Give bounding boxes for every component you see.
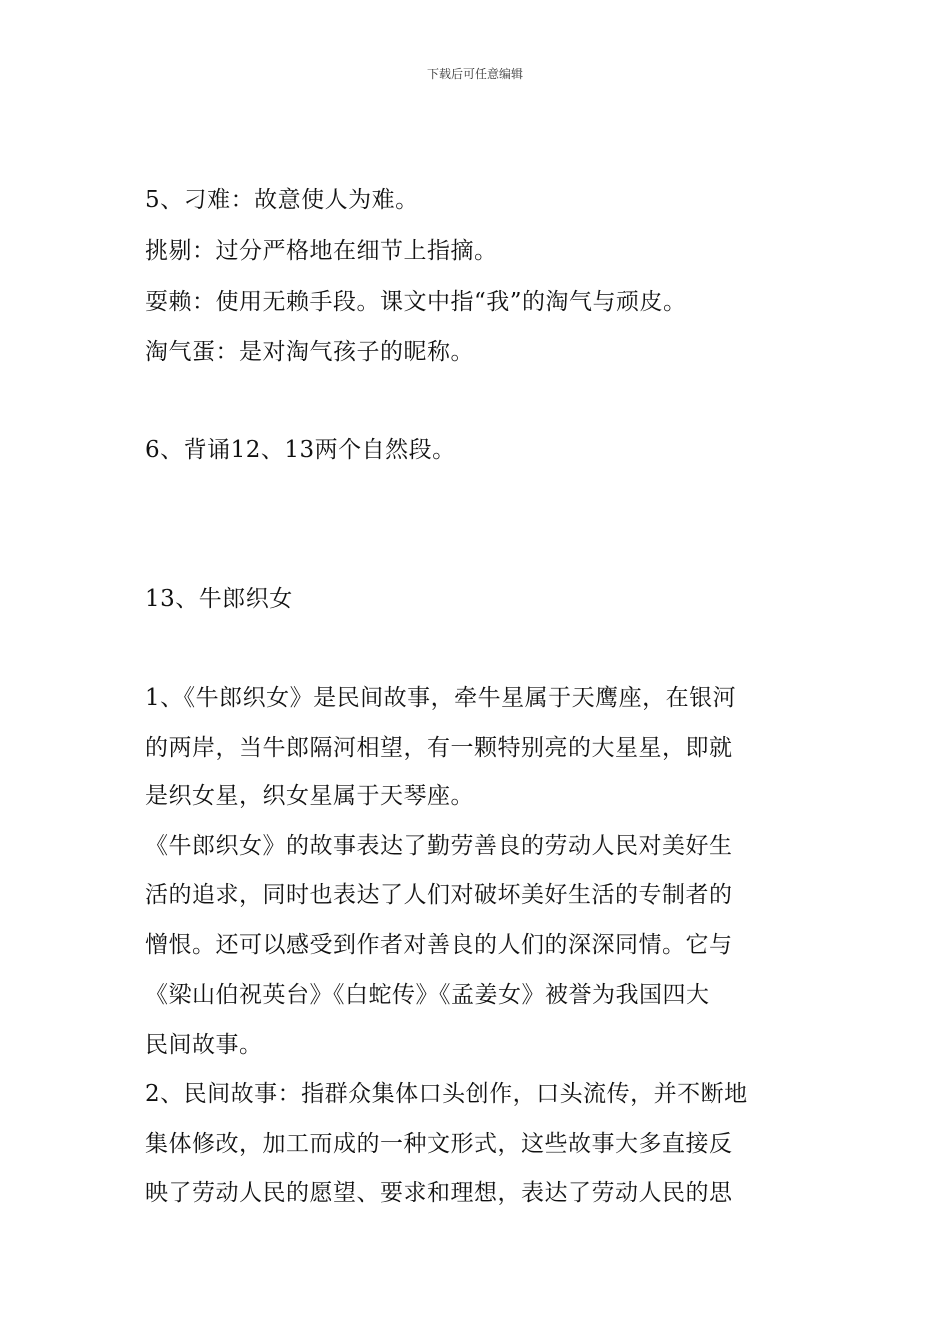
definition-line: 淘气蛋：是对淘气孩子的昵称。 [145, 339, 474, 365]
paragraph-line: 映了劳动人民的愿望、要求和理想，表达了劳动人民的思 [145, 1180, 733, 1206]
paragraph-line: 活的追求，同时也表达了人们对破坏美好生活的专制者的 [145, 882, 733, 908]
paragraph-line: 的两岸，当牛郎隔河相望，有一颗特别亮的大星星，即就 [145, 735, 733, 761]
paragraph-line: 《梁山伯祝英台》《白蛇传》《孟姜女》被誉为我国四大 [145, 982, 710, 1008]
exercise-line: 6、背诵12、13两个自然段。 [145, 437, 456, 463]
paragraph-line: 《牛郎织女》的故事表达了勤劳善良的劳动人民对美好生 [145, 833, 733, 859]
page-header: 下载后可任意编辑 [426, 67, 523, 81]
definition-line: 挑剔：过分严格地在细节上指摘。 [145, 238, 498, 264]
paragraph-line: 是织女星，织女星属于天琴座。 [145, 783, 474, 809]
paragraph-line: 民间故事。 [145, 1032, 263, 1058]
paragraph-line: 集体修改，加工而成的一种文形式，这些故事大多直接反 [145, 1131, 733, 1157]
definition-line: 5、刁难：故意使人为难。 [145, 187, 419, 213]
paragraph-line: 2、民间故事：指群众集体口头创作，口头流传，并不断地 [145, 1081, 748, 1107]
paragraph-line: 1、《牛郎织女》是民间故事，牵牛星属于天鹰座，在银河 [145, 685, 737, 711]
section-title: 13、牛郎织女 [145, 586, 293, 612]
paragraph-line: 憎恨。还可以感受到作者对善良的人们的深深同情。它与 [145, 932, 733, 958]
definition-line: 耍赖：使用无赖手段。课文中指“我”的淘气与顽皮。 [145, 289, 687, 315]
